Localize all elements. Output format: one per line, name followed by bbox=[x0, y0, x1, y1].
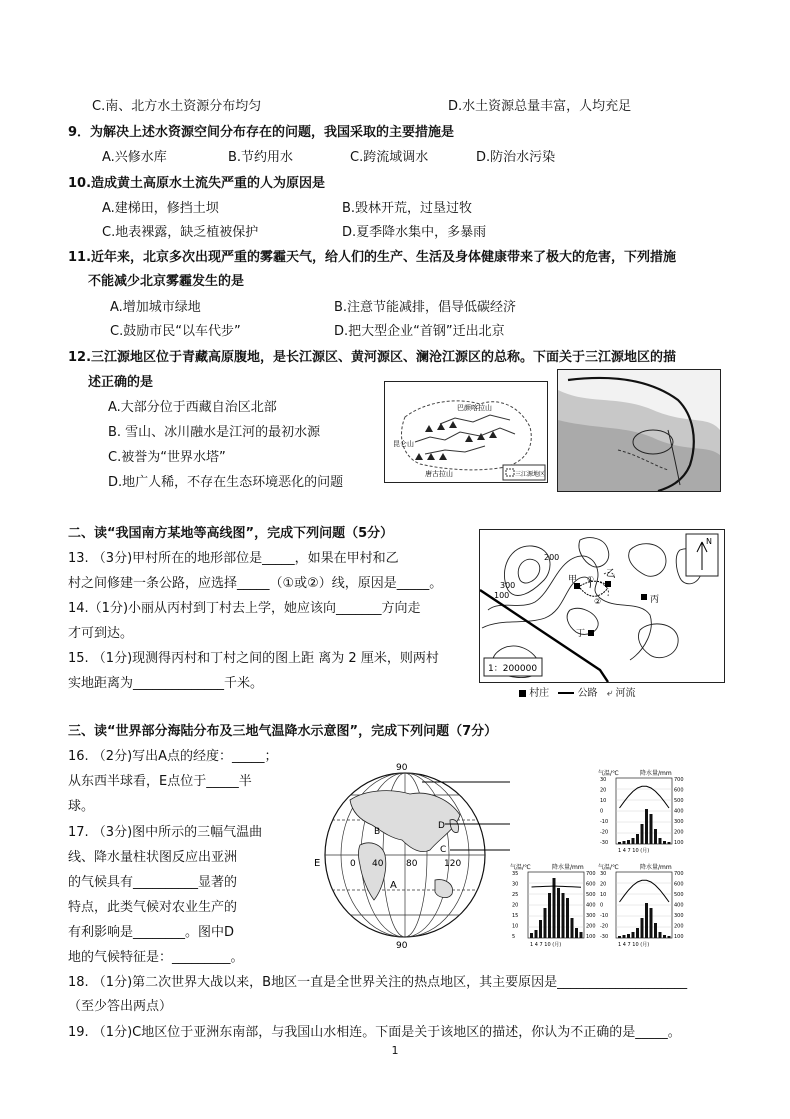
temp-axis-title: 气温/℃ bbox=[598, 770, 619, 777]
precip-bar bbox=[562, 893, 565, 938]
temp-tick: 20 bbox=[512, 902, 519, 909]
temp-curve bbox=[620, 880, 670, 902]
question-18-line1: 18. （1分)第二次世界大战以来，B地区一直是全世界关注的热点地区，其主要原因是____________________ bbox=[68, 975, 688, 990]
precip-bar bbox=[539, 920, 542, 938]
q10-option-d: D.夏季降水集中，多暴雨 bbox=[342, 225, 487, 240]
precip-bar bbox=[650, 814, 653, 844]
q12-option-b: B. 雪山、冰川融水是江河的最初水源 bbox=[108, 425, 321, 440]
temp-tick: 15 bbox=[512, 913, 519, 919]
q8-option-c: C.南、北方水土资源分布均匀 bbox=[92, 99, 262, 114]
q11-option-a: A.增加城市绿地 bbox=[110, 300, 201, 315]
temp-tick: 20 bbox=[600, 787, 607, 794]
precip-axis-title: 降水量/mm bbox=[552, 864, 584, 871]
question-9: 9．为解决上述水资源空间分布存在的问题，我国采取的主要措施是 bbox=[68, 125, 455, 140]
temp-axis-title: 气温/℃ bbox=[510, 864, 531, 871]
elev-200: 200 bbox=[544, 553, 560, 562]
q9-option-b: B.节约用水 bbox=[228, 150, 294, 165]
precip-bar bbox=[571, 918, 574, 938]
route-1: ① bbox=[587, 575, 595, 584]
precip-bar bbox=[632, 932, 635, 938]
question-11-line2: 不能减少北京雾霾发生的是 bbox=[88, 274, 245, 289]
village-yi: 乙 bbox=[606, 569, 616, 579]
precip-bar bbox=[623, 841, 626, 844]
question-12-line1: 12.三江源地区位于青藏高原腹地，是长江源区、黄河源区、澜沧江源区的总称。下面关于三江源地区的描 bbox=[68, 350, 677, 365]
section-2-title: 二、读“我国南方某地等高线图”，完成下列问题（5分） bbox=[68, 526, 394, 541]
temp-tick: -30 bbox=[600, 934, 609, 940]
legend-road: 公路 bbox=[577, 688, 598, 699]
precip-bar bbox=[575, 928, 578, 938]
precip-tick: 500 bbox=[586, 892, 596, 898]
precip-bar bbox=[636, 834, 639, 844]
question-14-line1: 14.（1分)小丽从丙村到丁村去上学，她应该向_______方向走 bbox=[68, 601, 421, 616]
question-17-line3: 的气候具有__________显著的 bbox=[68, 875, 238, 890]
precip-bar bbox=[544, 908, 547, 938]
lon-80: 80 bbox=[406, 859, 418, 869]
month-axis-label: 1 4 7 10 (月) bbox=[530, 942, 562, 948]
q8-option-d: D.水土资源总量丰富，人均充足 bbox=[448, 99, 632, 114]
temp-tick: 5 bbox=[512, 934, 516, 940]
road-legend-icon bbox=[558, 692, 574, 694]
north-arrow-label: N bbox=[706, 537, 712, 546]
lon-120: 120 bbox=[444, 859, 462, 869]
label-bayankala: 巴颜喀拉山 bbox=[457, 404, 492, 412]
point-d: D bbox=[438, 821, 445, 831]
q9-option-d: D.防治水污染 bbox=[476, 150, 556, 165]
precip-bar bbox=[535, 930, 538, 938]
page-number: 1 bbox=[391, 1044, 399, 1057]
precip-bar bbox=[553, 878, 556, 938]
precip-tick: 700 bbox=[586, 871, 596, 877]
map-scale: 1：200000 bbox=[488, 664, 538, 674]
precip-tick: 300 bbox=[586, 913, 596, 919]
precip-tick: 600 bbox=[586, 881, 596, 888]
question-10: 10.造成黄土高原水土流失严重的人为原因是 bbox=[68, 176, 326, 191]
tibet-relief-map bbox=[557, 369, 721, 492]
q10-option-a: A.建梯田，修挡土坝 bbox=[102, 201, 219, 216]
precip-bar bbox=[623, 935, 626, 938]
temp-tick: 30 bbox=[512, 881, 519, 888]
precip-tick: 400 bbox=[674, 808, 684, 815]
precip-bar bbox=[627, 840, 630, 844]
question-17-line6: 地的气候特征是：_________。 bbox=[68, 950, 244, 965]
legend-village: 村庄 bbox=[529, 688, 550, 699]
precip-bar bbox=[663, 935, 666, 938]
precip-tick: 700 bbox=[674, 871, 684, 877]
temp-tick: 10 bbox=[600, 798, 607, 804]
route-2: ② bbox=[594, 597, 602, 606]
precip-bar bbox=[641, 824, 644, 844]
temp-tick: 30 bbox=[600, 871, 607, 877]
precip-tick: 300 bbox=[674, 913, 684, 919]
contour-map bbox=[479, 529, 725, 683]
q10-option-b: B.毁林开荒，过垦过牧 bbox=[342, 201, 473, 216]
precip-tick: 400 bbox=[674, 902, 684, 909]
precip-bar bbox=[659, 932, 662, 938]
precip-bar bbox=[627, 934, 630, 938]
q11-option-c: C.鼓励市民“以车代步” bbox=[110, 324, 241, 339]
precip-tick: 600 bbox=[674, 787, 684, 794]
lon-40: 40 bbox=[372, 859, 384, 869]
precip-bar bbox=[668, 936, 671, 938]
precip-bar bbox=[645, 903, 648, 938]
precip-bar bbox=[654, 829, 657, 844]
precip-bar bbox=[530, 933, 533, 938]
precip-bar bbox=[645, 809, 648, 844]
question-19: 19. （1分)C地区位于亚洲东南部，与我国山水相连。下面是关于该地区的描述，你认为不正确的是_____。 bbox=[68, 1025, 681, 1040]
point-c: C bbox=[440, 845, 447, 855]
sanjiangyuan-sketch-map bbox=[384, 381, 548, 483]
world-globe-map bbox=[310, 760, 510, 950]
question-14-line2: 才可到达。 bbox=[68, 626, 134, 641]
month-axis-label: 1 4 7 10 (月) bbox=[618, 848, 650, 854]
climate-chart-top bbox=[598, 768, 690, 856]
label-kunlun: 昆仑山 bbox=[393, 440, 414, 448]
precip-axis-title: 降水量/mm bbox=[640, 770, 672, 777]
question-16-line1: 16. （2分)写出A点的经度：_____； bbox=[68, 749, 278, 764]
temp-axis-title: 气温/℃ bbox=[598, 864, 619, 871]
temp-tick: -20 bbox=[600, 923, 609, 930]
elev-100: 100 bbox=[494, 591, 510, 600]
temp-tick: -10 bbox=[600, 913, 609, 919]
temp-tick: 10 bbox=[512, 923, 519, 930]
precip-tick: 600 bbox=[674, 881, 684, 888]
temp-tick: 0 bbox=[600, 902, 604, 909]
precip-bar bbox=[580, 932, 583, 938]
climate-chart-left bbox=[510, 862, 602, 950]
elev-300: 300 bbox=[500, 581, 516, 590]
q12-option-d: D.地广人稀，不存在生态环境恶化的问题 bbox=[108, 475, 344, 490]
precip-bar bbox=[641, 918, 644, 938]
question-15-line1: 15. （1分)现测得丙村和丁村之间的图上距 离为 2 厘米，则两村 bbox=[68, 651, 439, 666]
precip-tick: 200 bbox=[586, 923, 596, 930]
precip-tick: 200 bbox=[674, 923, 684, 930]
temp-curve bbox=[620, 786, 670, 808]
question-17-line2: 线、降水量柱状图反应出亚洲 bbox=[68, 850, 238, 865]
climate-chart-right bbox=[598, 862, 690, 950]
precip-tick: 700 bbox=[674, 777, 684, 783]
village-jia: 甲 bbox=[568, 575, 578, 585]
precip-bar bbox=[636, 928, 639, 938]
q12-option-a: A.大部分位于西藏自治区北部 bbox=[108, 400, 277, 415]
precip-bar bbox=[663, 841, 666, 844]
temp-tick: -30 bbox=[600, 840, 609, 846]
village-bing: 丙 bbox=[650, 595, 660, 605]
question-12-line2: 述正确的是 bbox=[88, 375, 154, 390]
precip-bar bbox=[659, 838, 662, 844]
village-legend-icon bbox=[519, 690, 526, 697]
precip-bar bbox=[650, 908, 653, 938]
river-legend-icon: ⤶ bbox=[606, 688, 613, 699]
precip-tick: 500 bbox=[674, 798, 684, 804]
temp-tick: 25 bbox=[512, 892, 519, 898]
precip-bar bbox=[557, 888, 560, 938]
precip-bar bbox=[654, 923, 657, 938]
precip-tick: 100 bbox=[586, 934, 596, 940]
question-13-line2: 村之间修建一条公路，应选择_____（①或②）线，原因是_____。 bbox=[68, 576, 443, 591]
question-17-line5: 有利影响是________。图中D bbox=[68, 925, 235, 940]
q12-option-c: C.被誉为“世界水塔” bbox=[108, 450, 226, 465]
question-18-line2: （至少答出两点） bbox=[68, 999, 173, 1014]
label-tanggula: 唐古拉山 bbox=[425, 470, 453, 478]
q11-option-d: D.把大型企业“首钢”迁出北京 bbox=[334, 324, 505, 339]
temp-tick: 0 bbox=[600, 808, 604, 815]
lon-0: 0 bbox=[350, 859, 356, 869]
q11-option-b: B.注意节能减排，倡导低碳经济 bbox=[334, 300, 517, 315]
question-13-line1: 13. （3分)甲村所在的地形部位是_____，如果在甲村和乙 bbox=[68, 551, 399, 566]
question-16-line3: 球。 bbox=[68, 799, 95, 814]
question-11-line1: 11.近年来，北京多次出现严重的雾霾天气，给人们的生产、生活及身体健康带来了极大的危害，下列措施 bbox=[68, 250, 677, 265]
precip-bar bbox=[632, 838, 635, 844]
precip-bar bbox=[618, 842, 621, 844]
precip-bar bbox=[618, 936, 621, 938]
globe-top-label: 90 bbox=[396, 763, 408, 773]
temp-tick: 30 bbox=[600, 777, 607, 783]
precip-tick: 400 bbox=[586, 902, 596, 909]
temp-tick: -20 bbox=[600, 829, 609, 836]
precip-tick: 200 bbox=[674, 829, 684, 836]
q9-option-a: A.兴修水库 bbox=[102, 150, 167, 165]
precip-tick: 500 bbox=[674, 892, 684, 898]
question-17-line4: 特点，此类气候对农业生产的 bbox=[68, 900, 238, 915]
contour-legend bbox=[519, 684, 719, 698]
point-a: A bbox=[390, 880, 397, 891]
precip-tick: 100 bbox=[674, 840, 684, 846]
precip-bar bbox=[548, 893, 551, 938]
temp-tick: -10 bbox=[600, 819, 609, 825]
precip-tick: 100 bbox=[674, 934, 684, 940]
question-16-line2: 从东西半球看，E点位于_____半 bbox=[68, 774, 252, 789]
q10-option-c: C.地表裸露，缺乏植被保护 bbox=[102, 225, 259, 240]
precip-bar bbox=[566, 898, 569, 938]
precip-bar bbox=[668, 842, 671, 844]
point-b: B bbox=[374, 827, 381, 837]
question-15-line2: 实地距离为______________千米。 bbox=[68, 676, 264, 691]
section-3-title: 三、读“世界部分海陆分布及三地气温降水示意图”，完成下列问题（7分） bbox=[68, 724, 498, 739]
temp-tick: 10 bbox=[600, 892, 607, 898]
question-17-line1: 17. （3分)图中所示的三幅气温曲 bbox=[68, 825, 263, 840]
precip-axis-title: 降水量/mm bbox=[640, 864, 672, 871]
legend-sanjiangyuan: 三江源地区 bbox=[515, 471, 546, 478]
q9-option-c: C.跨流域调水 bbox=[350, 150, 429, 165]
point-e: E bbox=[314, 858, 321, 869]
precip-tick: 300 bbox=[674, 819, 684, 825]
month-axis-label: 1 4 7 10 (月) bbox=[618, 942, 650, 948]
temp-tick: 35 bbox=[512, 871, 519, 877]
temp-curve bbox=[532, 886, 582, 887]
temp-tick: 20 bbox=[600, 881, 607, 888]
globe-bottom-label: 90 bbox=[396, 941, 408, 950]
village-ding: 丁 bbox=[576, 629, 586, 639]
legend-river: 河流 bbox=[615, 688, 636, 699]
